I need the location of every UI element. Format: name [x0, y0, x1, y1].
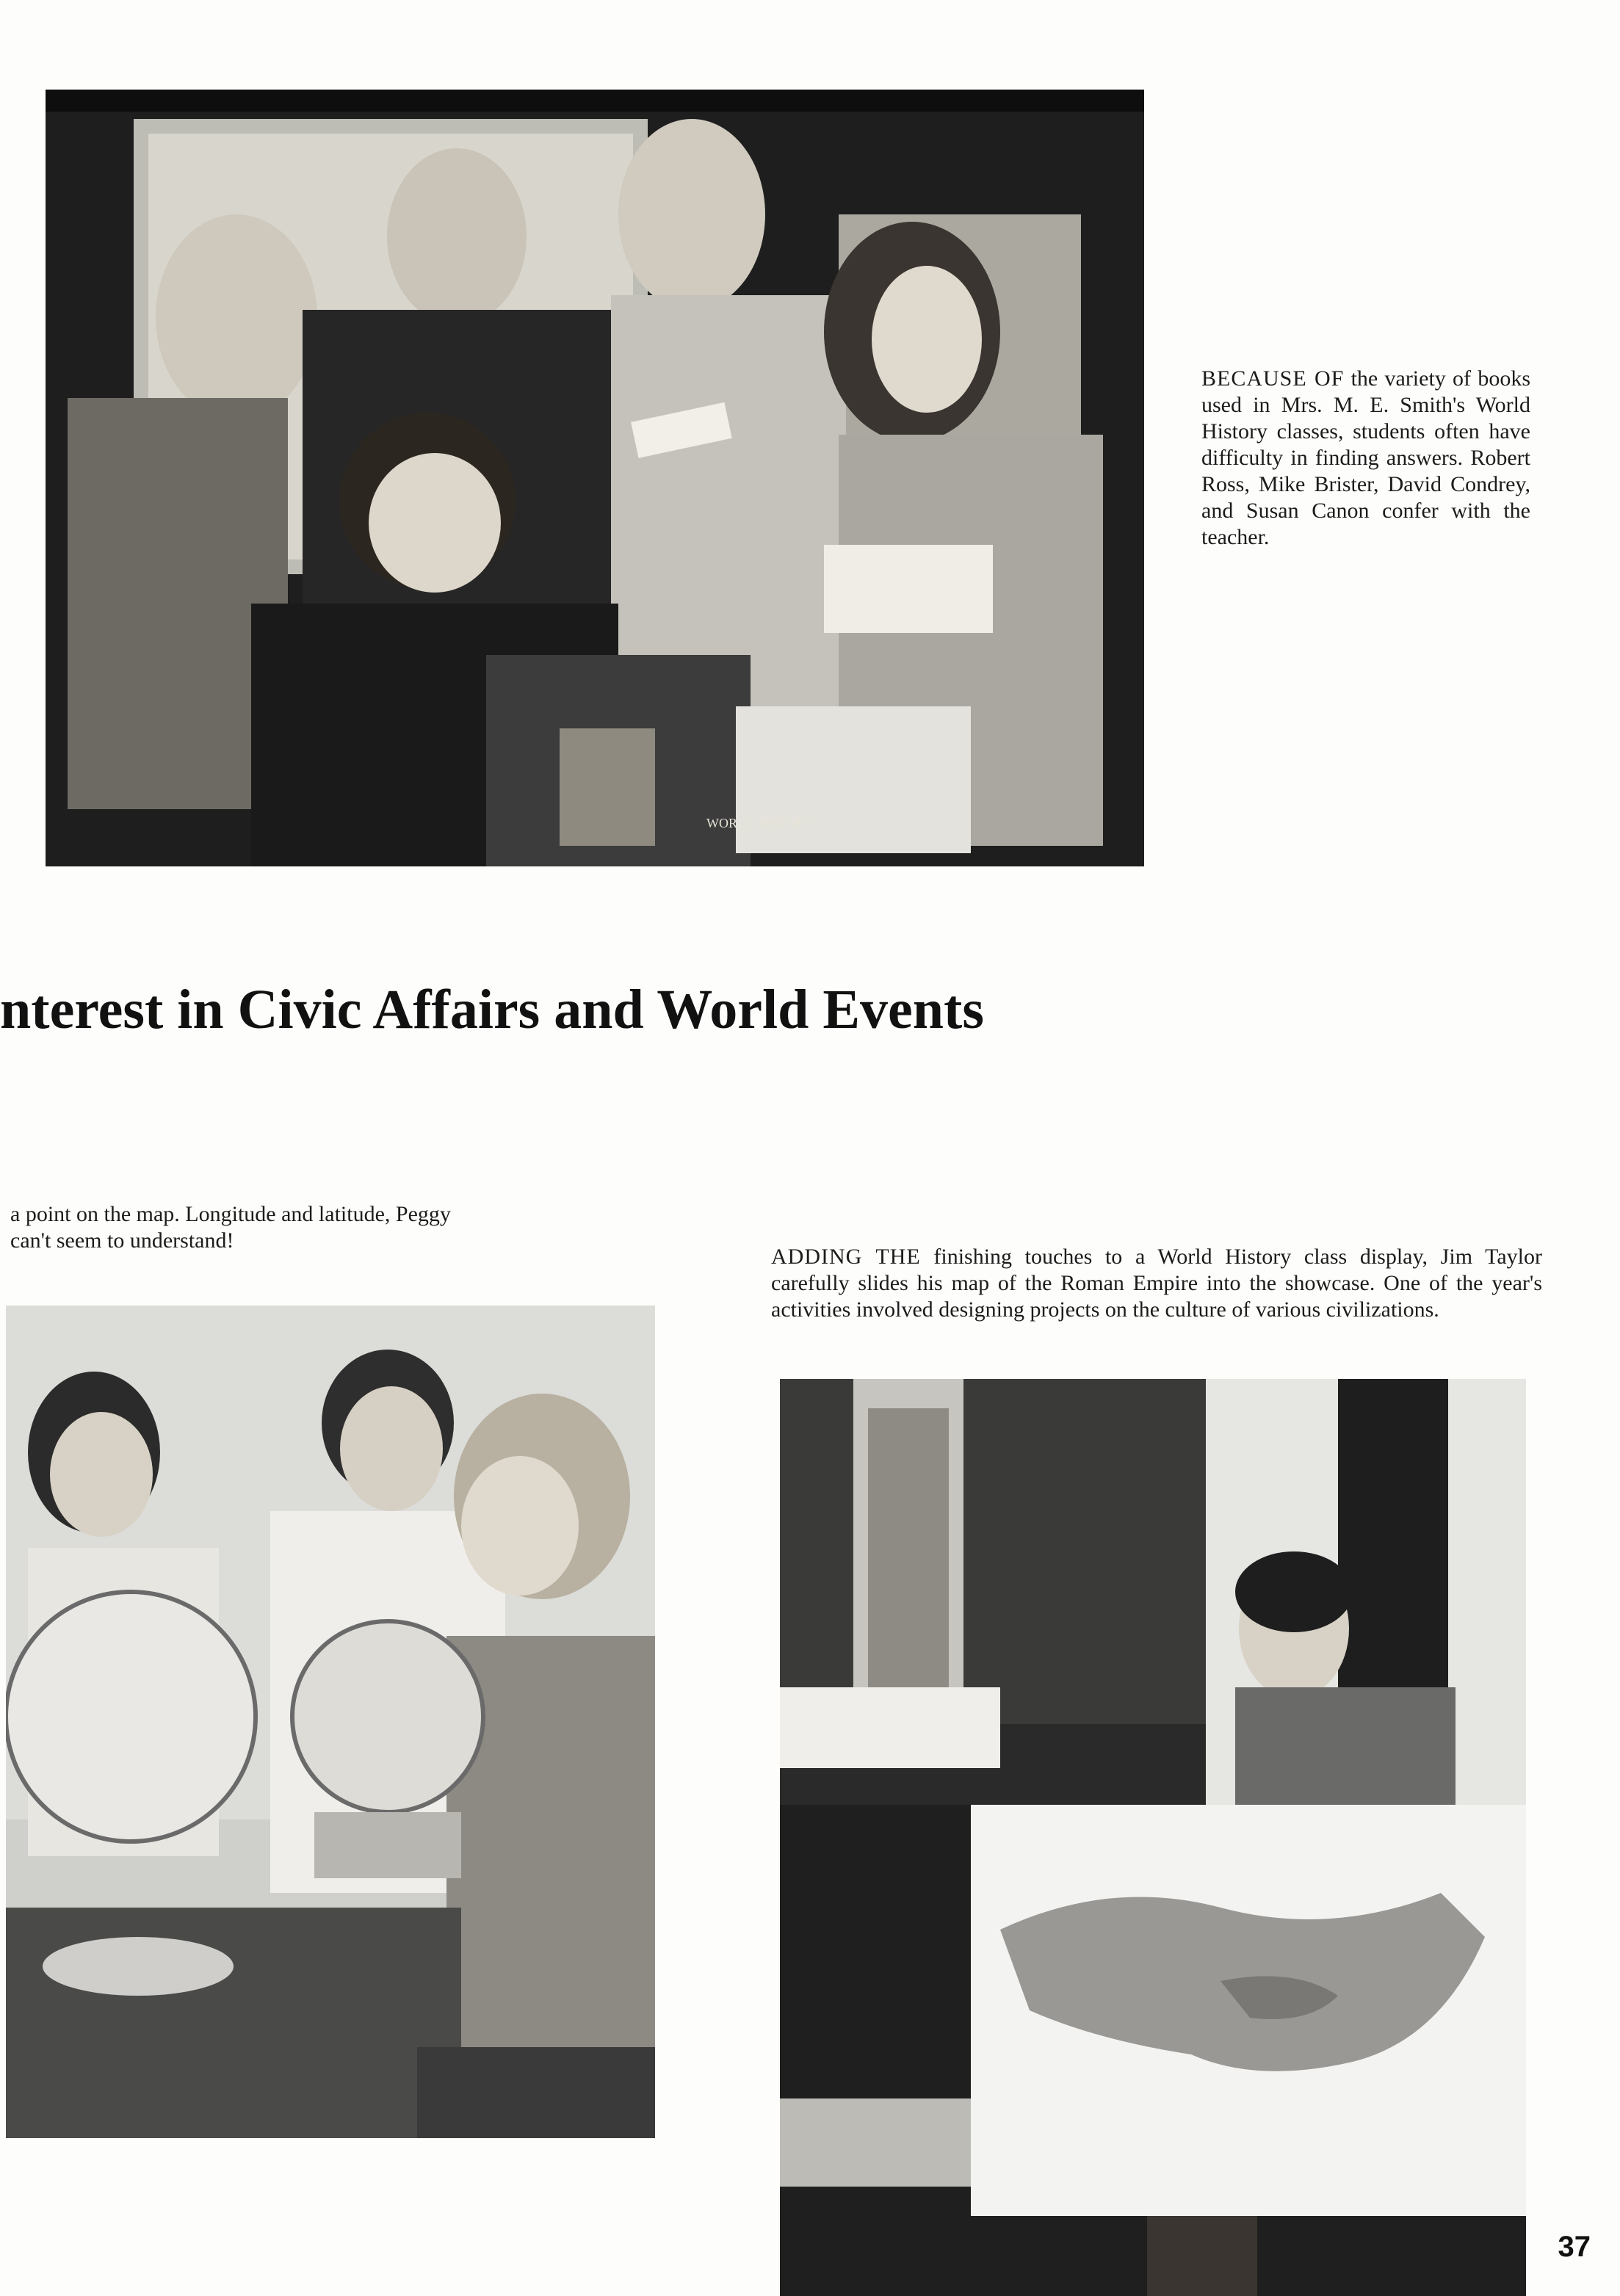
photo-roman-empire-map-image: [780, 1379, 1526, 2296]
photo-students-with-globes-image: [6, 1305, 655, 2138]
caption-body: the variety of books used in Mrs. M. E. Smith's World History classes, students often have difficulty in finding answers. Robert Ross, Mike Brister, David Condrey, and Susan Canon confer with the teacher.: [1201, 366, 1530, 549]
caption-lead: BECAUSE OF: [1201, 366, 1345, 391]
caption-map-point: [10, 1201, 583, 1254]
section-headline: nterest in Civic Affairs and World Events: [0, 979, 984, 1040]
textbook-title: WORLD HISTORY: [706, 816, 815, 830]
photo-students-with-globes: [6, 1305, 655, 2138]
photo-teacher-and-students: [46, 90, 1144, 866]
caption-roman-empire-map: [771, 1244, 1542, 1323]
caption-world-history-books: [1201, 366, 1530, 551]
caption-body: finishing touches to a World History class display, Jim Taylor carefully slides his map of the Roman Empire into the showcase. One of the year's activities involved designing projects on the culture of various civilizations.: [771, 1245, 1542, 1322]
photo-teacher-and-students-image: [46, 90, 1144, 866]
page-number: 37: [1558, 2231, 1591, 2263]
photo-roman-empire-map: [780, 1379, 1526, 2296]
caption-line-2: can't seem to understand!: [10, 1228, 234, 1253]
caption-line-1: a point on the map. Longitude and latitude, Peggy: [10, 1202, 451, 1226]
caption-lead: ADDING THE: [771, 1245, 921, 1269]
